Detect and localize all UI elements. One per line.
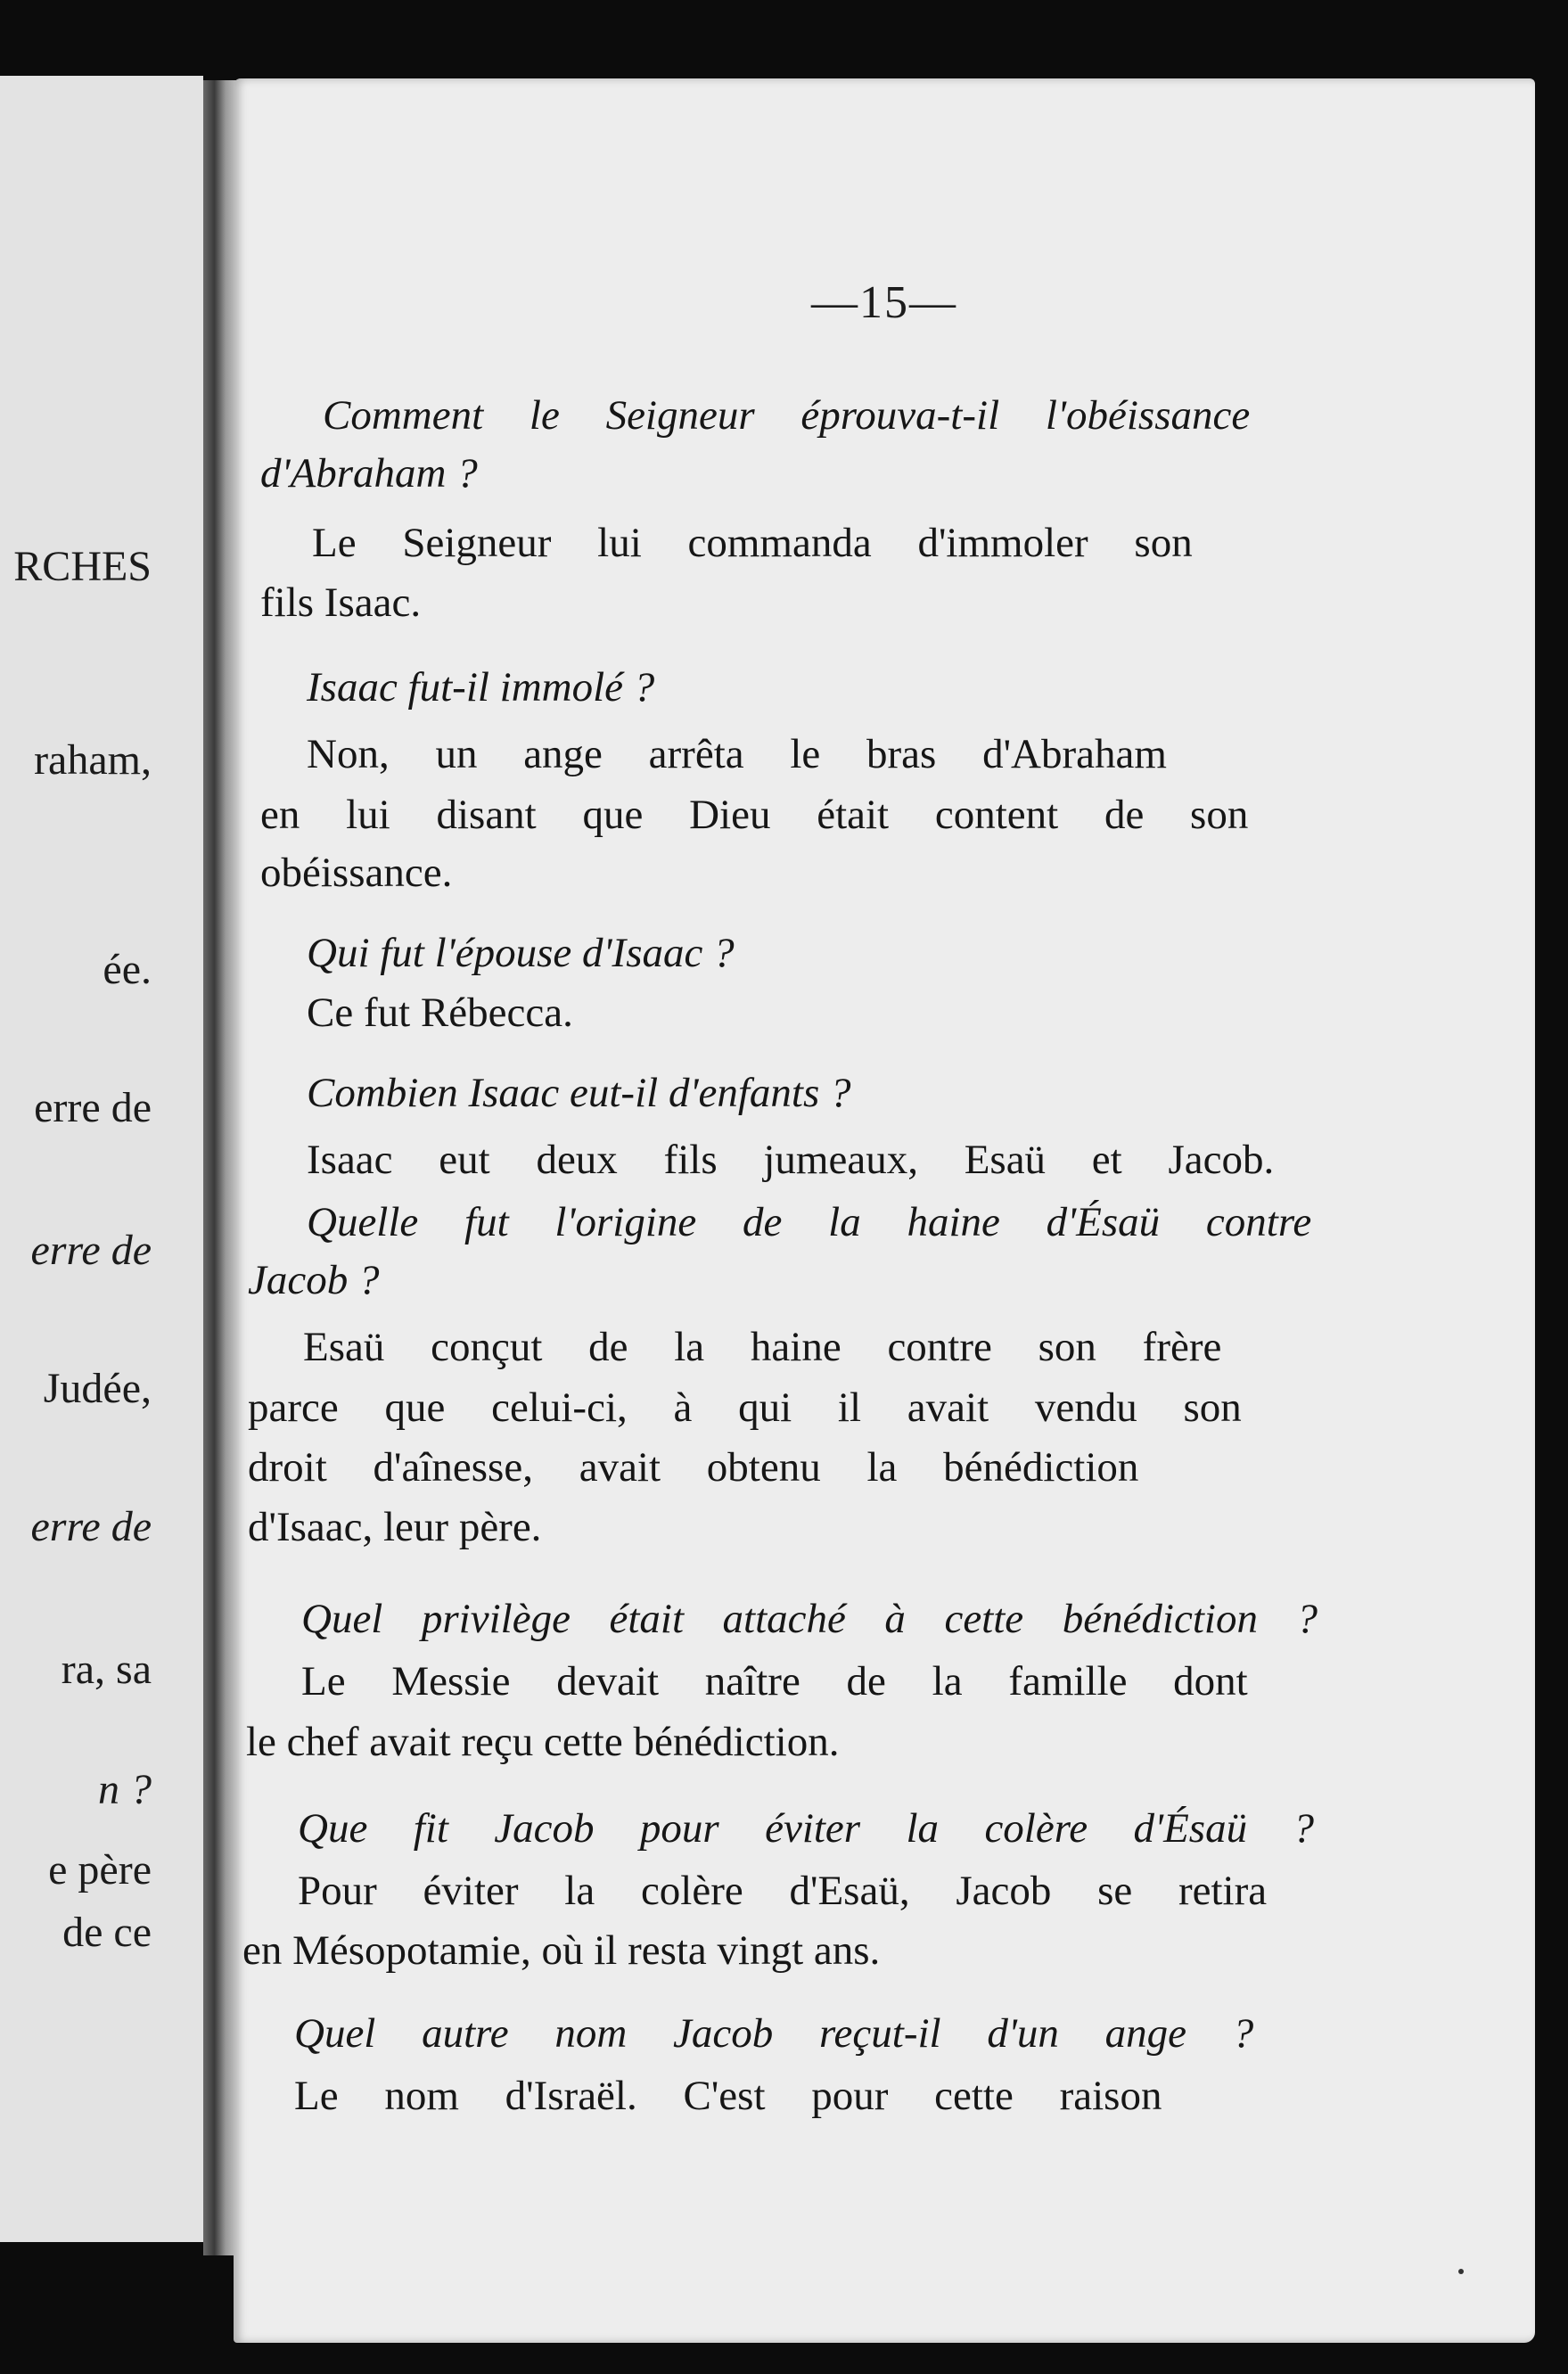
- question-line: Qui fut l'épouse d'Isaac ?: [307, 930, 735, 976]
- answer-line: le chef avait reçu cette bénédiction.: [246, 1719, 840, 1765]
- page-number: —15—: [811, 277, 957, 328]
- left-page-fragment: e père: [48, 1846, 152, 1893]
- answer-line: Non, un ange arrêta le bras d'Abraham: [307, 731, 1167, 777]
- left-page-fragment: RCHES: [13, 543, 152, 590]
- answer-line: Le nom d'Israël. C'est pour cette raison: [294, 2073, 1162, 2119]
- book-page: [234, 78, 1535, 2343]
- answer-line: Le Messie devait naître de la famille dont: [301, 1658, 1248, 1705]
- left-page-fragment: erre de: [30, 1227, 152, 1274]
- question-line: d'Abraham ?: [260, 450, 478, 497]
- answer-line: obéissance.: [260, 850, 453, 896]
- question-line: Que fit Jacob pour éviter la colère d'Ésaü ?: [298, 1805, 1314, 1852]
- question-line: Isaac fut-il immolé ?: [307, 664, 655, 711]
- answer-line: Isaac eut deux fils jumeaux, Esaü et Jacob.: [307, 1137, 1275, 1183]
- answer-line: parce que celui-ci, à qui il avait vendu son: [248, 1384, 1242, 1431]
- left-facing-page: [0, 76, 203, 2242]
- left-page-fragment: erre de: [34, 1084, 152, 1131]
- question-line: Quel autre nom Jacob reçut-il d'un ange ?: [294, 2010, 1254, 2057]
- question-line: Combien Isaac eut-il d'enfants ?: [307, 1070, 851, 1116]
- answer-line: Le Seigneur lui commanda d'immoler son: [312, 520, 1193, 566]
- question-line: Quelle fut l'origine de la haine d'Ésaü contre: [307, 1199, 1312, 1245]
- question-line: Quel privilège était attaché à cette bénédiction ?: [301, 1596, 1318, 1642]
- answer-line: Pour éviter la colère d'Esaü, Jacob se retira: [298, 1868, 1268, 1914]
- left-page-fragment: Judée,: [43, 1365, 152, 1412]
- answer-line: droit d'aînesse, avait obtenu la bénédiction: [248, 1444, 1139, 1491]
- left-page-fragment: erre de: [30, 1503, 152, 1550]
- left-page-fragment: ra, sa: [61, 1646, 152, 1693]
- answer-line: Ce fut Rébecca.: [307, 990, 573, 1036]
- left-page-fragment: n ?: [98, 1766, 152, 1813]
- question-line: Comment le Seigneur éprouva-t-il l'obéissance: [323, 392, 1251, 439]
- answer-line: Esaü conçut de la haine contre son frère: [303, 1324, 1222, 1370]
- dust-speck: [1458, 2269, 1464, 2274]
- answer-line: en Mésopotamie, où il resta vingt ans.: [242, 1927, 881, 1974]
- question-line: Jacob ?: [248, 1257, 380, 1303]
- left-page-fragment: raham,: [34, 736, 152, 784]
- answer-line: d'Isaac, leur père.: [248, 1504, 542, 1550]
- left-page-fragment: de ce: [62, 1909, 152, 1956]
- answer-line: en lui disant que Dieu était content de son: [260, 792, 1249, 838]
- answer-line: fils Isaac.: [260, 579, 422, 626]
- left-page-fragment: ée.: [103, 946, 152, 993]
